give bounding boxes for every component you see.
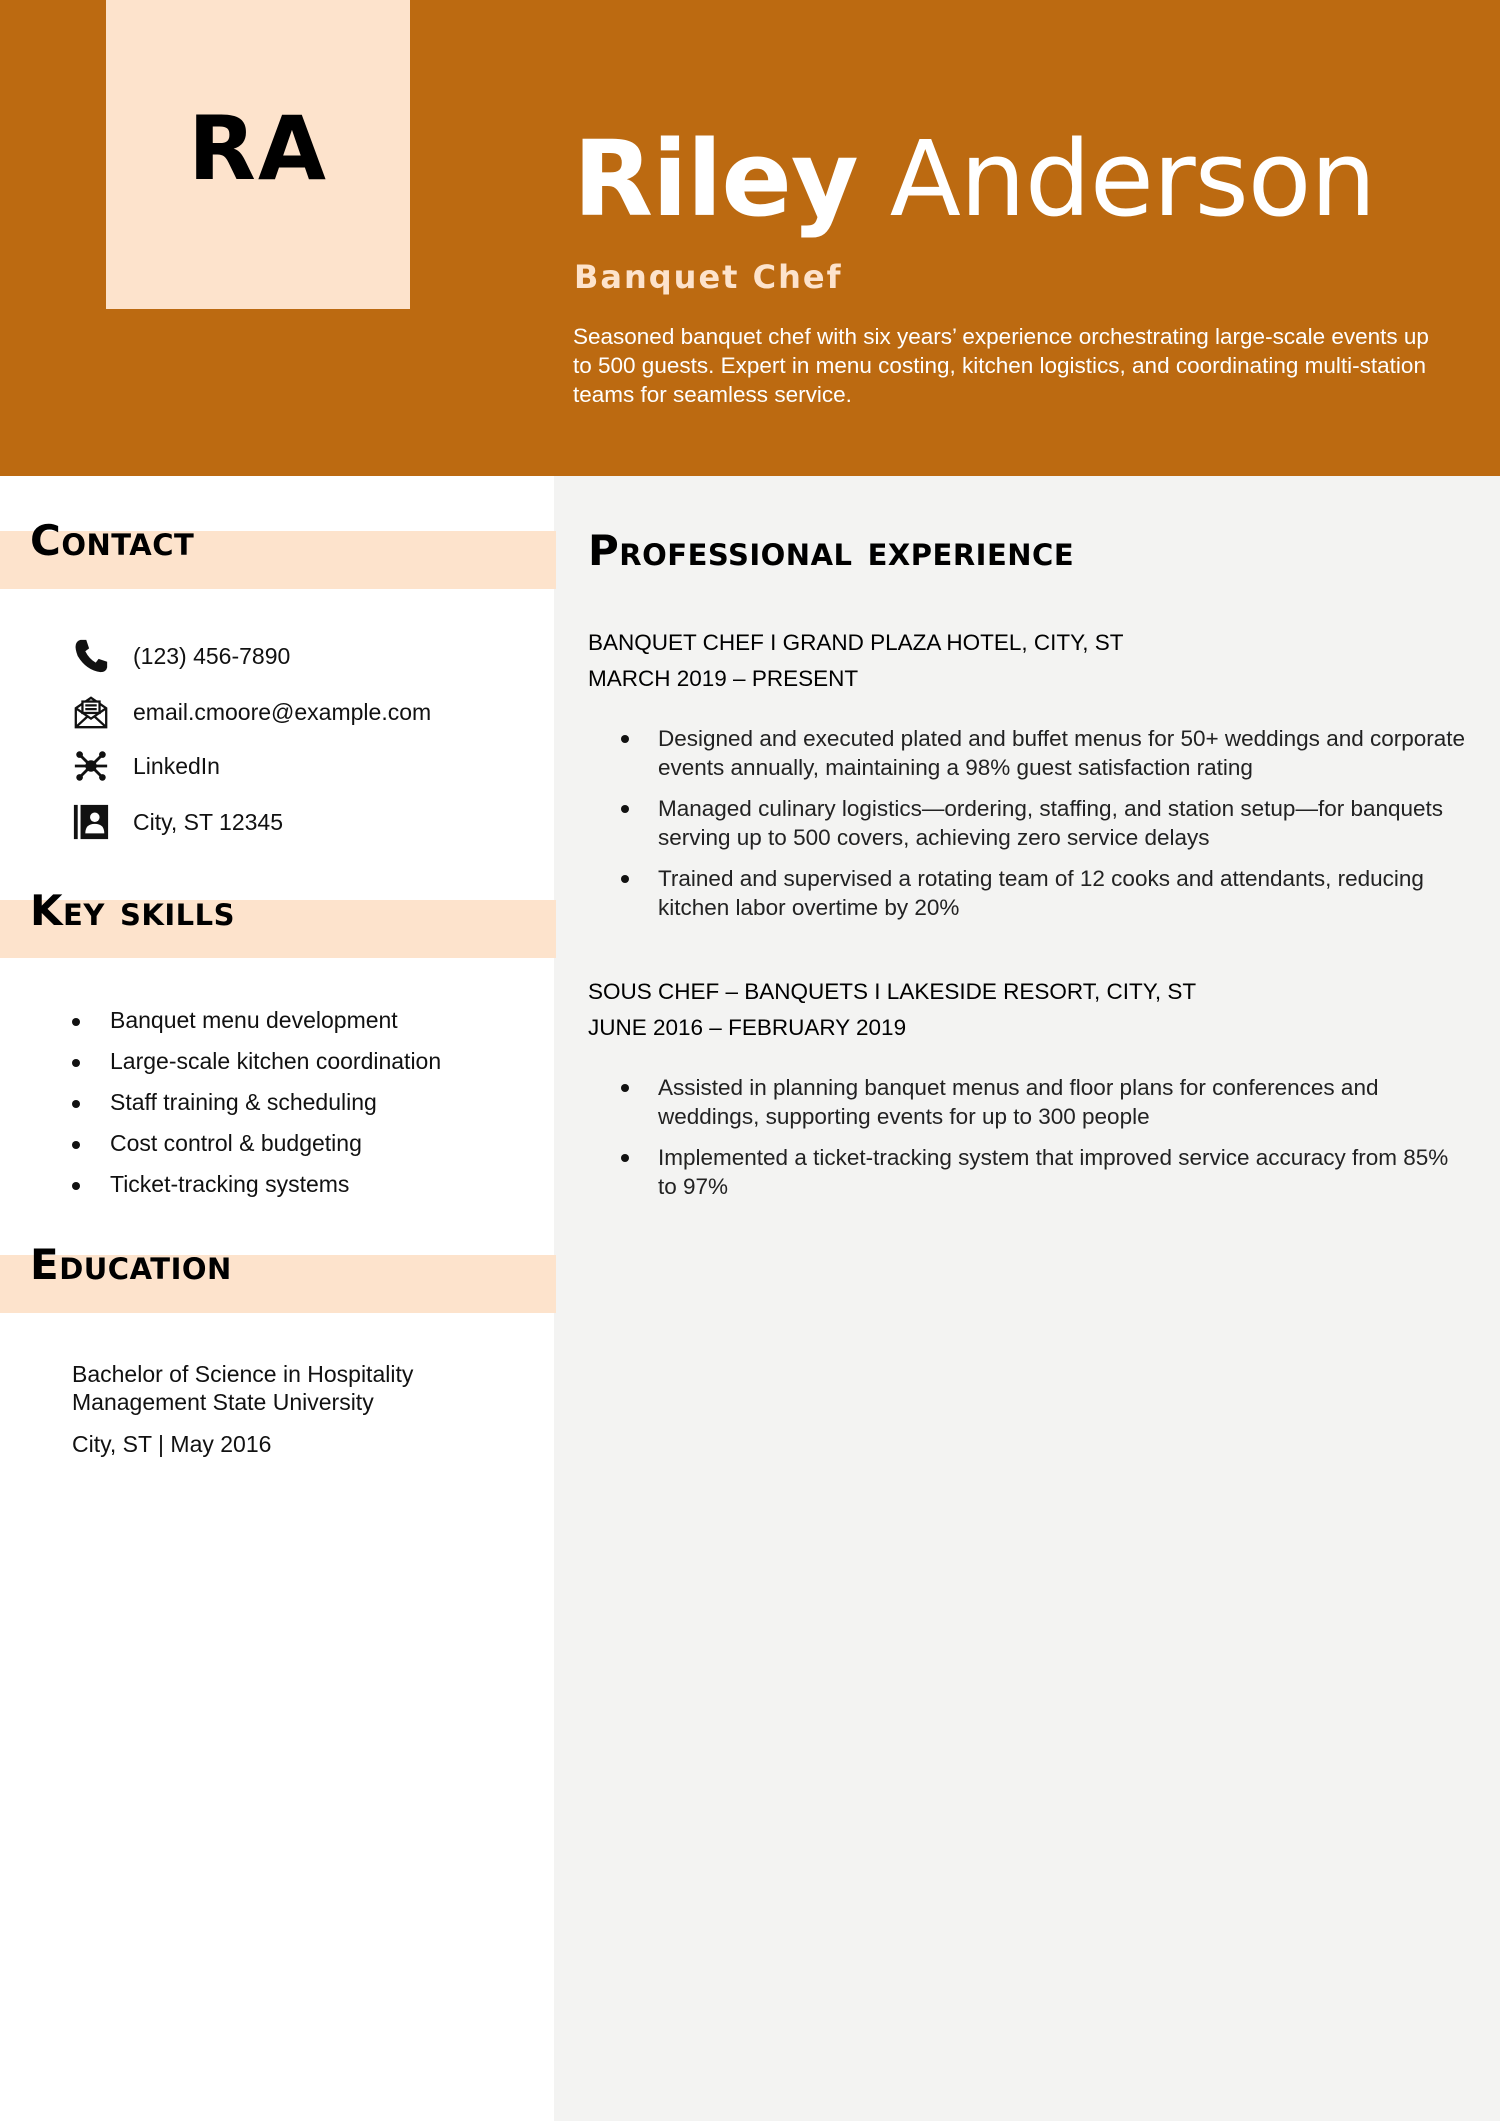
education-degree: Bachelor of Science in Hospitality Management State University: [72, 1361, 414, 1415]
job-1-bullet: Managed culinary logistics—ordering, staffing, and station setup—for banquets serving up to 500 covers, achieving zero service delays: [588, 794, 1468, 852]
skill-item: Ticket-tracking systems: [0, 1164, 441, 1205]
last-name: Anderson: [889, 118, 1376, 240]
email-icon: [70, 692, 112, 732]
skill-item: Banquet menu development: [0, 1000, 441, 1041]
job-1-bullets: [588, 724, 1468, 934]
skills-heading: Key skills: [30, 886, 235, 935]
job-1-dates: MARCH 2019 – PRESENT: [588, 666, 859, 691]
skill-item: Staff training & scheduling: [0, 1082, 441, 1123]
job-2-bullets: [588, 1073, 1468, 1213]
skill-item: Large-scale kitchen coordination: [0, 1041, 441, 1082]
job-2-dates: JUNE 2016 – FEBRUARY 2019: [588, 1015, 907, 1040]
address-text: City, ST 12345: [133, 808, 284, 835]
education-heading: Education: [30, 1240, 232, 1289]
job-2-bullet: Assisted in planning banquet menus and floor plans for conferences and weddings, supporting events for up to 300 people: [588, 1073, 1468, 1131]
job-2-role: SOUS CHEF – BANQUETS I LAKESIDE RESORT, CITY, ST: [588, 979, 1197, 1004]
profile-summary: Seasoned banquet chef with six years’ experience orchestrating large-scale events up to 500 guests. Expert in menu costing, kitchen logistics, and coordinating multi-station teams for seamless service.: [573, 324, 1429, 407]
linkedin-network-icon: [70, 746, 112, 786]
job-1-bullet: Designed and executed plated and buffet menus for 50+ weddings and corporate events annually, maintaining a 98% guest satisfaction rating: [588, 724, 1468, 782]
phone-icon: [70, 636, 112, 676]
education-location-date: City, ST | May 2016: [72, 1431, 272, 1457]
job-2-bullet: Implemented a ticket-tracking system that improved service accuracy from 85% to 97%: [588, 1143, 1468, 1201]
contact-phone: [70, 636, 290, 676]
contact-heading: Contact: [30, 516, 195, 565]
job-1-role: BANQUET CHEF I GRAND PLAZA HOTEL, CITY, ST: [588, 630, 1124, 655]
address-card-icon: [70, 802, 112, 842]
experience-panel: [554, 476, 1500, 2121]
skill-item: Cost control & budgeting: [0, 1123, 441, 1164]
contact-email: [70, 692, 431, 732]
contact-linkedin: [70, 746, 220, 786]
monogram-text: RA: [188, 97, 328, 200]
skills-list: [0, 1000, 441, 1205]
monogram-box: [106, 0, 410, 309]
first-name: Riley: [573, 118, 858, 240]
linkedin-label: LinkedIn: [133, 752, 220, 779]
job-title: Banquet Chef: [574, 258, 843, 296]
contact-address: [70, 802, 283, 842]
candidate-name: [573, 118, 1375, 240]
email-address: email.cmoore@example.com: [133, 698, 432, 725]
job-1-bullet: Trained and supervised a rotating team of 12 cooks and attendants, reducing kitchen labor overtime by 20%: [588, 864, 1468, 922]
experience-heading: Professional experience: [588, 526, 1075, 575]
header-banner: [0, 0, 1500, 476]
phone-number: (123) 456-7890: [133, 642, 291, 669]
